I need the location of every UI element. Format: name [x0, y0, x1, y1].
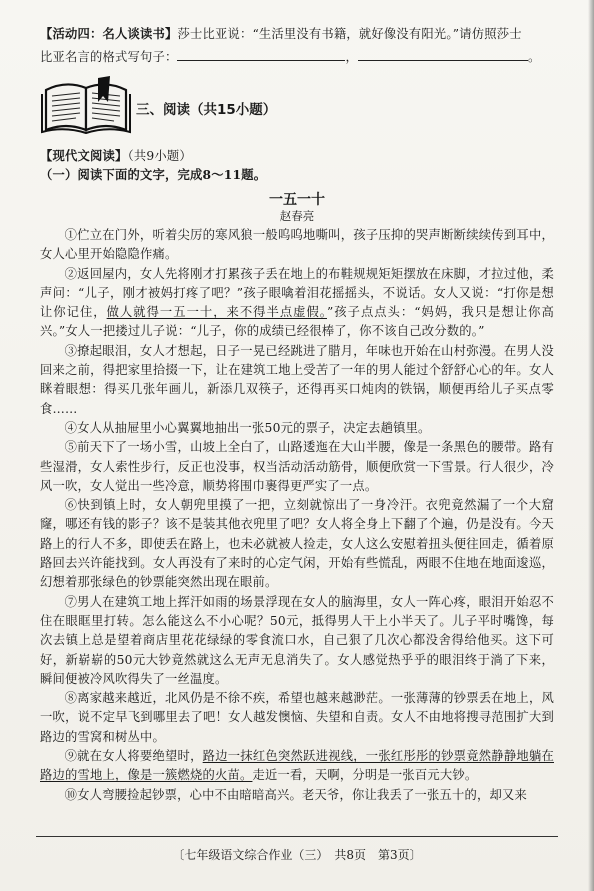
paragraph-10: ⑩女人弯腰捡起钞票，心中不由暗暗高兴。老天爷，你让我丢了一张五十的，却又来	[64, 787, 527, 802]
activity-four	[40, 24, 554, 44]
open-book-icon	[40, 76, 132, 134]
page-footer: 〔七年级语文综合作业（三） 共8页 第3页〕	[172, 848, 422, 862]
paragraph-9: ⑨就在女人将要绝望时，路边一抹红色突然跃进视线，一张红彤彤的钞票竟然静静地躺在路边的雪地上，像是一簇燃烧的火苗。走近一看，天啊，分明是一张百元大钞。	[40, 749, 554, 783]
paragraph-6: ⑥快到镇上时，女人朝兜里摸了一把，立刻就惊出了一身冷汗。衣兜竟然漏了一个大窟窿，哪还有钱的影子？该不是装其他衣兜里了吧？女人将全身上下翻了个遍，仍是没有。今天路上的行人不多，即使丢在路上，也未必就被人捡走，女人这么安慰着扭头便往回走，循着原路回去兴许能找到。女人再没有了来时的心定气闲，开始有些慌乱，两眼不住地在地面逡巡，幻想着那张绿色的钞票能突然出现在眼前。	[40, 498, 554, 590]
activity-quote: 莎士比亚说：“生活里没有书籍，就好像没有阳光。”请仿照莎士	[177, 27, 522, 41]
paragraph-1: ①伫立在门外，听着尖厉的寒风狼一般呜呜地嘶叫，孩子压抑的哭声断断续续传到耳中，女人心里开始隐隐作痛。	[40, 228, 555, 262]
section-title: 三、阅读（共15小题）	[136, 102, 277, 118]
article-title: 一五一十	[269, 192, 325, 208]
modern-count: （共9小题）	[127, 149, 192, 163]
answer-blank-2[interactable]	[358, 46, 528, 61]
activity-answer-line	[40, 46, 554, 67]
activity-prompt: 比亚名言的格式写句子：	[40, 50, 178, 64]
article-author: 赵春亮	[279, 209, 315, 223]
paragraph-7: ⑦男人在建筑工地上挥汗如雨的场景浮现在女人的脑海里，女人一阵心疼，眼泪开始忍不住在眼眶里打转。怎么能这么不小心呢？50元，抵得男人干上小半天了。儿子平时嘴馋，每次去镇上总是望着商店里花花绿绿的零食流口水，自己狠了几次心都没舍得给他买。这下可好，新崭崭的50元大钞竟然就这么无声无息消失了。女人感觉热乎乎的眼泪终于淌了下来，瞬间便被冷风吹得失了一丝温度。	[40, 594, 555, 686]
underlined-sentence-9: 路边一抹红色突然跃进视线，一张红彤彤的钞票竟然静静地躺在路边的雪地上，像是一簇燃烧的火苗。	[40, 749, 554, 783]
page-edge-shadow	[588, 0, 594, 891]
underlined-sentence-1: 做人就得一五一十，来不得半点虚假。	[106, 305, 327, 320]
footer-rule	[36, 836, 558, 837]
answer-period: 。	[527, 50, 541, 64]
activity-label: 【活动四：名人谈读书】	[40, 26, 178, 41]
paragraph-4: ④女人从抽屉里小心翼翼地抽出一张50元的票子，决定去趟镇里。	[64, 420, 431, 435]
paragraph-3: ③撩起眼泪，女人才想起，日子一晃已经跳进了腊月，年味也开始在山村弥漫。在男人没回来之前，得把家里拾掇一下，让在建筑工地上受苦了一年的男人能过个舒舒心心的年。女人眯着眼想：得买几张年画儿，新添几双筷子，还得再买口炖肉的铁锅，顺便再给儿子买点零食……	[40, 343, 555, 416]
modern-label: 【现代文阅读】	[40, 148, 128, 163]
paragraph-8: ⑧离家越来越近，北风仍是不徐不疾，希望也越来越渺茫。一张薄薄的钞票丢在地上，风一吹，说不定早飞到哪里去了吧！女人越发懊恼、失望和自责。女人不由地将搜寻范围扩大到路边的雪窝和树丛中。	[40, 691, 555, 744]
modern-reading-header	[40, 146, 554, 166]
paragraph-5: ⑤前天下了一场小雪，山坡上全白了，山路逶迤在大山半腰，像是一条黑色的腰带。路有些湿滑，女人索性步行，反正也没事，权当活动活动筋骨，顺便欣赏一下雪景。行人很少，冷风一吹，女人觉出一些冷意，顺势将围巾裹得更严实了一点。	[40, 440, 555, 493]
article-body	[40, 226, 554, 805]
answer-blank-1[interactable]	[177, 46, 345, 61]
answer-comma: ，	[345, 50, 358, 64]
reading-instruction: （一）阅读下面的文字，完成8～11题。	[40, 167, 267, 182]
paragraph-2: ②返回屋内，女人先将刚才打累孩子丢在地上的布鞋规规矩矩摆放在床脚，才拉过他，柔声问：“儿子，刚才被妈打疼了吧？”孩子眼噙着泪花摇摇头，不说话。女人又说：“打你是想让你记住，做人就得一五一十，来不得半点虚假。”孩子点点头：“妈妈，我只是想让你高兴。”女人一把搂过儿子说：“儿子，你的成绩已经很棒了，你不该自己改分数的。”	[40, 266, 555, 339]
